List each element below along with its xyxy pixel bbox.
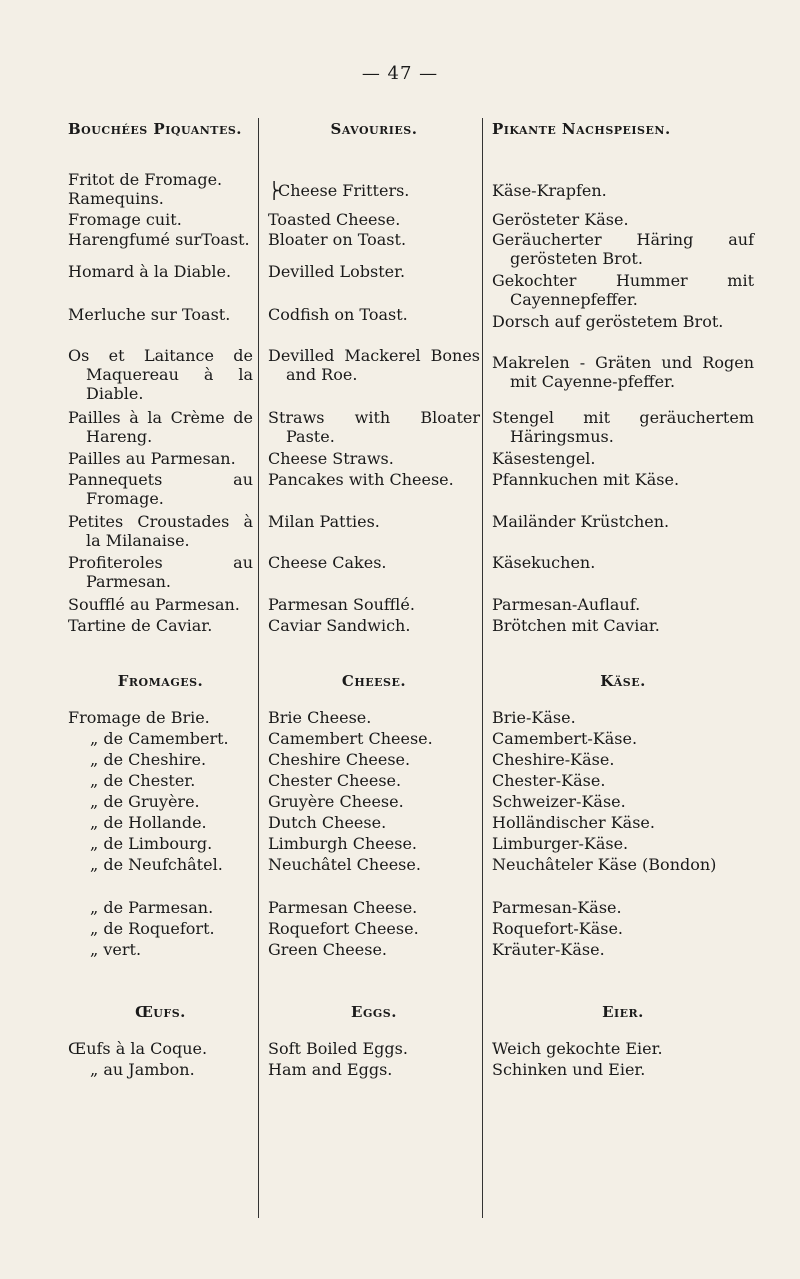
- fr-item: Fromage de Brie.: [68, 708, 210, 727]
- section-header-fr: Fromages.: [117, 672, 204, 690]
- en-item: Bloater on Toast.: [268, 230, 407, 249]
- en-item: Straws with Bloater Paste.: [268, 408, 480, 446]
- en-item: Dutch Cheese.: [268, 813, 387, 832]
- fr-item: „ de Gruyère.: [90, 792, 200, 811]
- de-item: Pfannkuchen mit Käse.: [492, 470, 680, 489]
- en-item: Devilled Mackerel Bones and Roe.: [268, 346, 480, 384]
- fr-item: Œufs à la Coque.: [68, 1039, 208, 1058]
- en-item: Limburgh Cheese.: [268, 834, 417, 853]
- column-divider-right: [482, 118, 483, 1218]
- fr-item: Petites Croustades à la Milanaise.: [68, 512, 253, 550]
- fr-item: Merluche sur Toast.: [68, 305, 231, 324]
- de-item: Chester-Käse.: [492, 771, 606, 790]
- section-header-de: Käse.: [600, 672, 646, 690]
- fr-item: „ de Roquefort.: [90, 919, 215, 938]
- de-item: Gekochter Hummer mit Cayennepfeffer.: [492, 271, 754, 309]
- de-item: Limburger-Käse.: [492, 834, 629, 853]
- english-column: [268, 0, 480, 1279]
- de-item: Roquefort-Käse.: [492, 919, 623, 938]
- fr-item: Pailles à la Crème de Hareng.: [68, 408, 253, 446]
- de-item: Cheshire-Käse.: [492, 750, 615, 769]
- fr-item: „ de Neufchâtel.: [90, 855, 223, 874]
- en-item: Green Cheese.: [268, 940, 388, 959]
- en-item: ⎬Cheese Fritters.: [268, 181, 410, 200]
- en-item: Codfish on Toast.: [268, 305, 408, 324]
- fr-item: Soufflé au Parmesan.: [68, 595, 240, 614]
- en-item: Parmesan Cheese.: [268, 898, 418, 917]
- fr-item: „ de Cheshire.: [90, 750, 207, 769]
- en-item: Roquefort Cheese.: [268, 919, 419, 938]
- section-header-en: Cheese.: [341, 672, 407, 690]
- de-item: Weich gekochte Eier.: [492, 1039, 663, 1058]
- french-column: [68, 0, 253, 1279]
- de-item: Geräucherter Häring auf gerösteten Brot.: [492, 230, 754, 268]
- de-item: Schweizer-Käse.: [492, 792, 626, 811]
- section-header-en: Savouries.: [330, 120, 418, 138]
- de-item: Parmesan-Käse.: [492, 898, 622, 917]
- de-item: Dorsch auf geröstetem Brot.: [492, 312, 724, 331]
- en-item: Toasted Cheese.: [268, 210, 401, 229]
- en-item: Soft Boiled Eggs.: [268, 1039, 408, 1058]
- column-divider-left: [258, 118, 259, 1218]
- fr-item: Fritot de Fromage. Ramequins.: [68, 170, 223, 208]
- en-item: Chester Cheese.: [268, 771, 402, 790]
- en-item: Neuchâtel Cheese.: [268, 855, 421, 874]
- fr-item: „ vert.: [90, 940, 142, 959]
- page-number: — 47 —: [361, 63, 439, 84]
- en-item: Cheese Straws.: [268, 449, 394, 468]
- german-column: [492, 0, 754, 1279]
- de-item: Brötchen mit Caviar.: [492, 616, 660, 635]
- de-item: Käse-Krapfen.: [492, 181, 607, 200]
- en-item: Cheshire Cheese.: [268, 750, 411, 769]
- de-item: Parmesan-Auflauf.: [492, 595, 641, 614]
- section-header-en: Eggs.: [351, 1003, 397, 1021]
- de-item: Makrelen - Gräten und Rogen mit Cayenne-pfeffer.: [492, 353, 754, 391]
- fr-item: „ de Parmesan.: [90, 898, 214, 917]
- fr-item: Homard à la Diable.: [68, 262, 232, 281]
- fr-item: „ au Jambon.: [90, 1060, 195, 1079]
- fr-item: Profiteroles au Parmesan.: [68, 553, 253, 591]
- fr-item: „ de Hollande.: [90, 813, 207, 832]
- de-item: Stengel mit geräuchertem Häringsmus.: [492, 408, 754, 446]
- de-item: Käsekuchen.: [492, 553, 596, 572]
- en-item: Pancakes with Cheese.: [268, 470, 454, 489]
- fr-item: Fromage cuit.: [68, 210, 182, 229]
- de-item: Mailänder Krüstchen.: [492, 512, 670, 531]
- de-item: Kräuter-Käse.: [492, 940, 605, 959]
- fr-item: „ de Camembert.: [90, 729, 229, 748]
- de-item: Holländischer Käse.: [492, 813, 655, 832]
- en-item: Camembert Cheese.: [268, 729, 433, 748]
- fr-item: Pannequets au Fromage.: [68, 470, 253, 508]
- en-item: Milan Patties.: [268, 512, 380, 531]
- de-item: Camembert-Käse.: [492, 729, 638, 748]
- en-item: Ham and Eggs.: [268, 1060, 393, 1079]
- en-item: Parmesan Soufflé.: [268, 595, 415, 614]
- brace-icon: ⎬: [268, 181, 280, 200]
- de-item: Gerösteter Käse.: [492, 210, 629, 229]
- fr-item: Pailles au Parmesan.: [68, 449, 236, 468]
- section-header-de: Eier.: [602, 1003, 644, 1021]
- fr-item: Os et Laitance de Maquereau à la Diable.: [68, 346, 253, 403]
- fr-item: Tartine de Caviar.: [68, 616, 213, 635]
- de-item: Brie-Käse.: [492, 708, 576, 727]
- en-item: Brie Cheese.: [268, 708, 372, 727]
- de-item: Schinken und Eier.: [492, 1060, 646, 1079]
- fr-item: Harengfumé surToast.: [68, 230, 250, 249]
- de-item: Käsestengel.: [492, 449, 596, 468]
- fr-item: „ de Chester.: [90, 771, 196, 790]
- fr-item: „ de Limbourg.: [90, 834, 213, 853]
- en-item: Cheese Cakes.: [268, 553, 387, 572]
- section-header-de: Pikante Nachspeisen.: [492, 120, 671, 138]
- en-item: Caviar Sandwich.: [268, 616, 411, 635]
- de-item: Neuchâteler Käse (Bondon): [492, 855, 717, 874]
- section-header-fr: Bouchées Piquantes.: [68, 120, 243, 138]
- en-item: Gruyère Cheese.: [268, 792, 404, 811]
- en-item: Devilled Lobster.: [268, 262, 406, 281]
- section-header-fr: Œufs.: [135, 1003, 186, 1021]
